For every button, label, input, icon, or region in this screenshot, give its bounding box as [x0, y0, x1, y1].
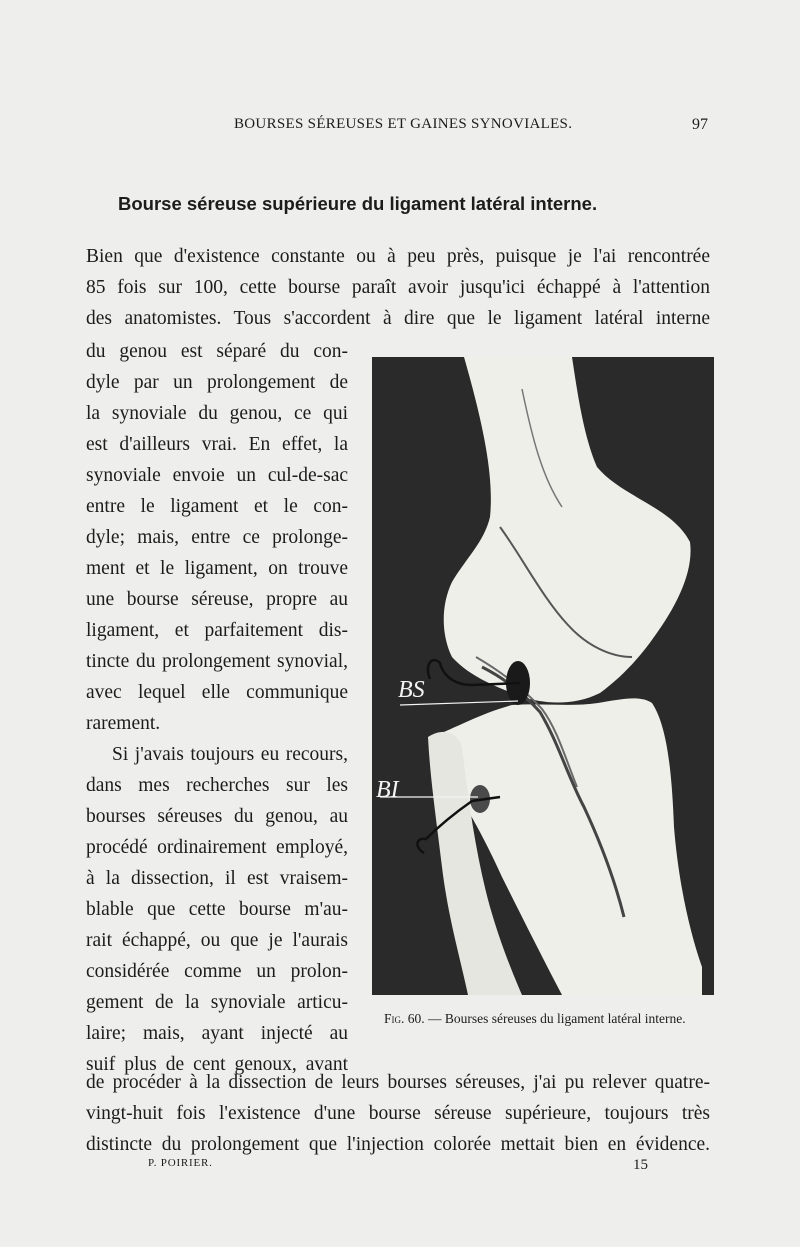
wrapped-text-column [86, 336, 348, 1080]
text-line: procédé ordinairement employé, [86, 837, 348, 858]
figure-number: Fig. 60. [384, 1011, 425, 1026]
text-line: avec lequel elle communique [86, 682, 348, 703]
label-bi: BI [376, 777, 399, 803]
footer-author: P. POIRIER. [148, 1157, 213, 1169]
label-bs: BS [398, 677, 425, 703]
knee-engraving [372, 357, 714, 995]
closing-paragraph [86, 1067, 710, 1160]
signature-mark: 15 [633, 1157, 648, 1173]
text-line: est d'ailleurs vrai. En effet, la [86, 434, 348, 455]
text-line: laire; mais, ayant injecté au [86, 1023, 348, 1044]
text-line: dyle; mais, entre ce prolonge- [86, 527, 348, 548]
knee-figure [372, 357, 714, 995]
text-line: 85 fois sur 100, cette bourse paraît avoir jusqu'ici échappé à l'attention [86, 277, 710, 298]
text-line: de procéder à la dissection de leurs bourses séreuses, j'ai pu relever quatre- [86, 1072, 710, 1093]
text-line: des anatomistes. Tous s'accordent à dire que le ligament latéral interne [86, 308, 710, 329]
text-line: blable que cette bourse m'au- [86, 899, 348, 920]
text-line: suif plus de cent genoux, avant [86, 1054, 348, 1075]
page-number: 97 [692, 116, 708, 133]
text-line: rait échappé, ou que je l'aurais [86, 930, 348, 951]
text-line: Si j'avais toujours eu recours, [112, 744, 348, 765]
lead-paragraph [86, 241, 710, 334]
text-line: ment et le ligament, on trouve [86, 558, 348, 579]
text-line: Bien que d'existence constante ou à peu près, puisque je l'ai rencontrée [86, 246, 710, 267]
text-line: tincte du prolongement synovial, [86, 651, 348, 672]
text-line: du genou est séparé du con- [86, 341, 348, 362]
running-head: BOURSES SÉREUSES ET GAINES SYNOVIALES. [234, 116, 573, 132]
section-title: Bourse séreuse supérieure du ligament latéral interne. [118, 193, 598, 214]
text-line: dyle par un prolongement de [86, 372, 348, 393]
figure-caption-text: — Bourses séreuses du ligament latéral interne. [424, 1011, 686, 1026]
text-line: distincte du prolongement que l'injection colorée mettait bien en évidence. [86, 1134, 710, 1155]
text-line: à la dissection, il est vraisem- [86, 868, 348, 889]
text-line: bourses séreuses du genou, au [86, 806, 348, 827]
text-line: entre le ligament et le con- [86, 496, 348, 517]
text-line: vingt-huit fois l'existence d'une bourse séreuse supérieure, toujours très [86, 1103, 710, 1124]
text-line: la synoviale du genou, ce qui [86, 403, 348, 424]
text-line: synoviale envoie un cul-de-sac [86, 465, 348, 486]
figure-caption [384, 1011, 686, 1027]
text-line: une bourse séreuse, propre au [86, 589, 348, 610]
text-line: dans mes recherches sur les [86, 775, 348, 796]
text-line: gement de la synoviale articu- [86, 992, 348, 1013]
text-line: ligament, et parfaitement dis- [86, 620, 348, 641]
text-line: considérée comme un prolon- [86, 961, 348, 982]
text-line: rarement. [86, 713, 161, 734]
